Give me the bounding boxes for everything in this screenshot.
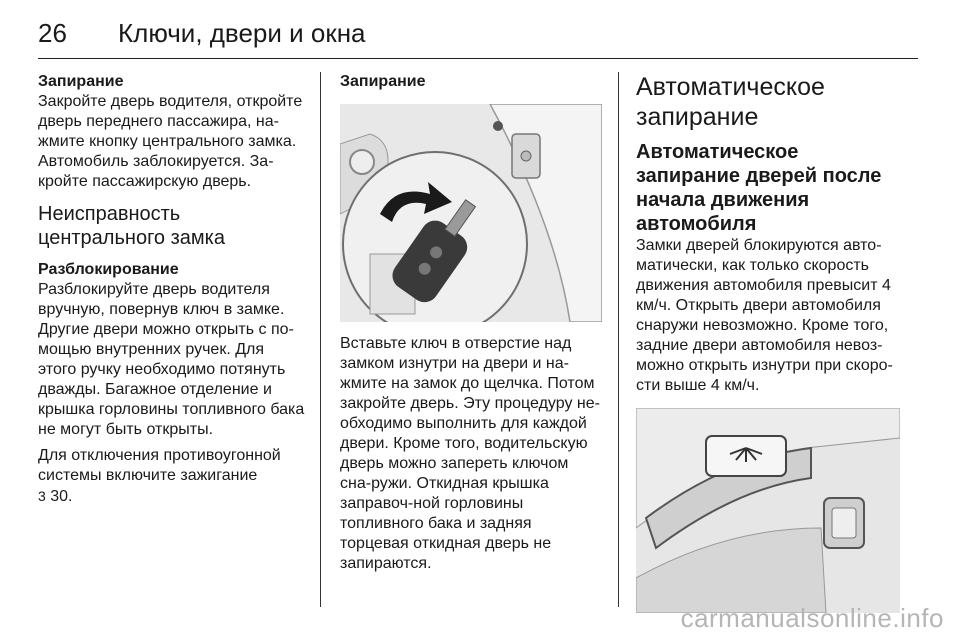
section-heading-locking: Запирание — [38, 73, 124, 90]
column-divider — [618, 72, 619, 607]
column-left — [38, 72, 306, 513]
column-right — [636, 72, 904, 613]
page-number: 26 — [38, 18, 67, 48]
page-header — [38, 14, 918, 54]
paragraph-unlocking: Разблокируйте дверь водителя вручную, повернув ключ в замке. Другие двери можно открыть с по-мощью внутренних ручек. Для этого ручку необходимо потянуть дважды. Багажное отделение и крышка горловины топливного бака не могут быть открыты. — [38, 281, 305, 438]
column-middle — [340, 72, 602, 580]
subheading-auto-locking-after-start: Автоматическое запирание дверей после начала движения автомобиля — [636, 141, 882, 235]
paragraph-immobilizer — [38, 446, 306, 507]
column-divider — [320, 72, 321, 607]
section-heading-locking: Запирание — [340, 73, 426, 90]
header-rule — [38, 58, 918, 59]
chapter-title: Ключи, двери и окна — [118, 18, 366, 48]
watermark: carmanualsonline.info — [680, 603, 944, 633]
page-reference-link[interactable]: 30. — [50, 488, 73, 505]
section-heading-auto-locking: Автоматическое запирание — [636, 73, 825, 131]
paragraph-immobilizer-text: Для отключения противоугонной системы включите зажигание — [38, 447, 281, 484]
paragraph-auto-locking: Замки дверей блокируются авто-матически, как только скорость движения автомобиля превысит 4 км/ч. Открыть двери автомобиля снаружи невозможно. Кроме того, задние двери автомобиля невоз-можно открыть изнутри при скоро-сти выше 4 км/ч. — [636, 237, 893, 394]
section-heading-central-lock-fault: Неисправность центрального замка — [38, 203, 225, 249]
subheading-unlocking: Разблокирование — [38, 261, 179, 278]
paragraph-locking: Закройте дверь водителя, откройте дверь переднего пассажира, на-жмите кнопку центрального замка. Автомобиль заблокируется. За-кройте пассажирскую дверь. — [38, 93, 303, 190]
paragraph-key-locking: Вставьте ключ в отверстие над замком изнутри на двери и на-жмите на замок до щелчка. Потом закройте дверь. Эту процедуру не-обходимо выполнить для каждой двери. Кроме того, водительскую дверь можно запереть ключом сна-ружи. Откидная крышка заправоч-ной горловины топливного бака и задняя торцевая откидная дверь не запираются. — [340, 335, 600, 572]
door-lock-key-illustration — [340, 104, 602, 322]
door-handle-illustration — [636, 408, 900, 613]
triangle-arrow-icon: 3 — [38, 488, 46, 504]
